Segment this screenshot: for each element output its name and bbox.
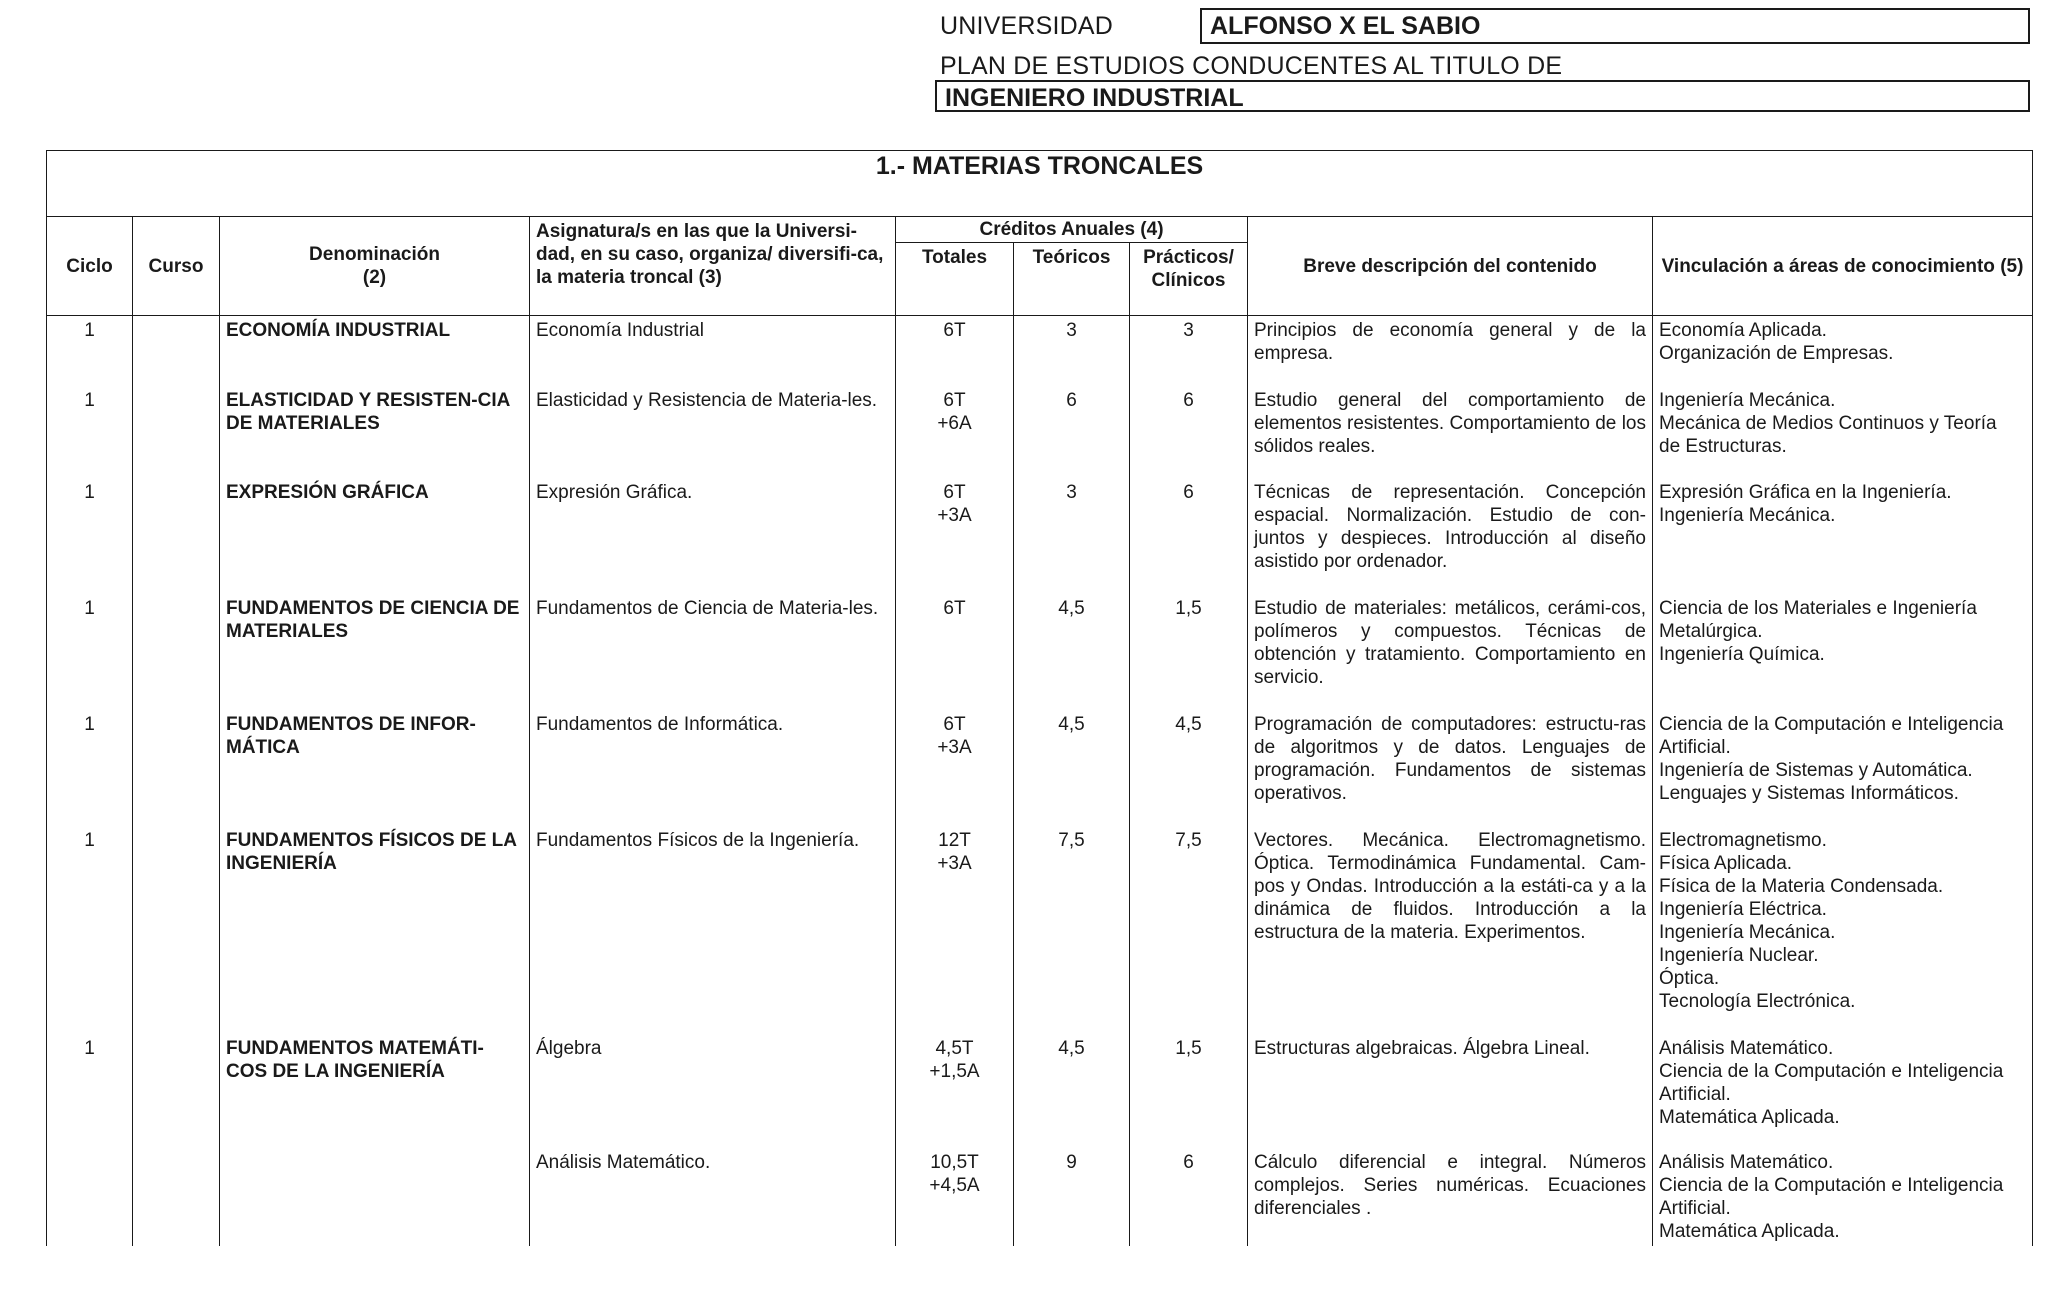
practicos-cell: 6	[1130, 478, 1248, 594]
asignatura-cell: Expresión Gráfica.	[530, 478, 896, 594]
ciclo-cell	[47, 1148, 133, 1246]
curso-cell	[133, 316, 220, 386]
table-row	[47, 386, 2033, 478]
header-creditos: Créditos Anuales (4)	[896, 217, 1248, 243]
header-vinculacion: Vinculación a áreas de conocimiento (5)	[1653, 217, 2033, 316]
vinculacion-cell-line: Física de la Materia Condensada.	[1659, 875, 1944, 897]
totales-cell-line: 6T	[943, 597, 966, 619]
totales-cell	[896, 1034, 1014, 1148]
universidad-name-box: ALFONSO X EL SABIO	[1200, 8, 2030, 44]
totales-cell-line: 10,5T	[930, 1151, 979, 1173]
table-row	[47, 594, 2033, 710]
header-teoricos: Teóricos	[1014, 243, 1130, 316]
descripcion-cell: Principios de economía general y de la empresa.	[1248, 316, 1653, 386]
denominacion-cell: FUNDAMENTOS DE CIENCIA DE MATERIALES	[220, 594, 530, 710]
vinculacion-cell	[1653, 386, 2033, 478]
vinculacion-cell	[1653, 826, 2033, 1034]
practicos-cell: 6	[1130, 1148, 1248, 1246]
totales-cell	[896, 386, 1014, 478]
totales-cell	[896, 316, 1014, 386]
vinculacion-cell-line: de Estructuras.	[1659, 435, 1787, 457]
denominacion-cell: EXPRESIÓN GRÁFICA	[220, 478, 530, 594]
totales-cell-line: 4,5T	[935, 1037, 974, 1059]
practicos-cell: 6	[1130, 386, 1248, 478]
vinculacion-cell	[1653, 478, 2033, 594]
header-denominacion	[220, 217, 530, 316]
vinculacion-cell-line: Tecnología Electrónica.	[1659, 990, 1856, 1012]
descripcion-cell: Vectores. Mecánica. Electromagnetismo. Óptica. Termodinámica Fundamental. Cam-pos y Ondas. Introducción a la estáti-ca y a la dinámica de fluidos. Introducción a la estructura de la materia. Experimentos.	[1248, 826, 1653, 1034]
denominacion-cell	[220, 1148, 530, 1246]
practicos-cell: 3	[1130, 316, 1248, 386]
descripcion-cell: Técnicas de representación. Concepción espacial. Normalización. Estudio de con-juntos y despieces. Introducción al diseño asistido por ordenador.	[1248, 478, 1653, 594]
vinculacion-cell	[1653, 594, 2033, 710]
vinculacion-cell-line: Ciencia de la Computación e Inteligencia	[1659, 1174, 2004, 1196]
totales-cell-line: +3A	[937, 504, 972, 526]
vinculacion-cell-line: Ingeniería de Sistemas y Automática.	[1659, 759, 1973, 781]
vinculacion-cell-line: Expresión Gráfica en la Ingeniería.	[1659, 481, 1952, 503]
asignatura-cell: Fundamentos de Informática.	[530, 710, 896, 826]
vinculacion-cell-line: Mecánica de Medios Continuos y Teoría	[1659, 412, 1997, 434]
header-totales: Totales	[896, 243, 1014, 316]
ciclo-cell: 1	[47, 316, 133, 386]
totales-cell-line: 6T	[943, 713, 966, 735]
table-row	[47, 478, 2033, 594]
curso-cell	[133, 1034, 220, 1148]
vinculacion-cell-line: Metalúrgica.	[1659, 620, 1763, 642]
vinculacion-cell-line: Economía Aplicada.	[1659, 320, 1827, 341]
totales-cell-line: 6T	[943, 481, 966, 503]
vinculacion-cell-line: Análisis Matemático.	[1659, 1151, 1834, 1173]
vinculacion-cell-line: Ingeniería Mecánica.	[1659, 389, 1836, 411]
asignatura-cell: Elasticidad y Resistencia de Materia-les.	[530, 386, 896, 478]
vinculacion-cell	[1653, 710, 2033, 826]
teoricos-cell: 4,5	[1014, 710, 1130, 826]
vinculacion-cell	[1653, 316, 2033, 386]
curso-cell	[133, 1148, 220, 1246]
asignatura-cell: Economía Industrial	[530, 316, 896, 386]
table-row	[47, 1034, 2033, 1148]
curso-cell	[133, 594, 220, 710]
descripcion-cell: Cálculo diferencial e integral. Números complejos. Series numéricas. Ecuaciones diferenciales .	[1248, 1148, 1653, 1246]
vinculacion-cell-line: Artificial.	[1659, 736, 1731, 758]
vinculacion-cell-line: Ingeniería Química.	[1659, 643, 1825, 665]
curso-cell	[133, 710, 220, 826]
practicos-cell: 4,5	[1130, 710, 1248, 826]
totales-cell-line: 6T	[943, 389, 966, 411]
totales-cell	[896, 478, 1014, 594]
vinculacion-cell-line: Ingeniería Mecánica.	[1659, 921, 1836, 943]
header-asignatura: Asignatura/s en las que la Universi-dad, en su caso, organiza/ diversifi-ca, la materia troncal (3)	[530, 217, 896, 316]
descripcion-cell: Estructuras algebraicas. Álgebra Lineal.	[1248, 1034, 1653, 1148]
vinculacion-cell-line: Electromagnetismo.	[1659, 829, 1827, 851]
ciclo-cell: 1	[47, 710, 133, 826]
curso-cell	[133, 478, 220, 594]
ciclo-cell: 1	[47, 826, 133, 1034]
vinculacion-cell-line: Ciencia de la Computación e Inteligencia	[1659, 1060, 2004, 1082]
ciclo-cell: 1	[47, 478, 133, 594]
table-row	[47, 826, 2033, 1034]
asignatura-cell: Fundamentos de Ciencia de Materia-les.	[530, 594, 896, 710]
titulo-name-box: INGENIERO INDUSTRIAL	[935, 80, 2030, 112]
denominacion-cell: FUNDAMENTOS FÍSICOS DE LA INGENIERÍA	[220, 826, 530, 1034]
totales-cell	[896, 826, 1014, 1034]
practicos-cell: 1,5	[1130, 594, 1248, 710]
totales-cell-line: +3A	[937, 852, 972, 874]
totales-cell-line: +4,5A	[929, 1174, 980, 1196]
vinculacion-cell	[1653, 1148, 2033, 1246]
totales-cell	[896, 594, 1014, 710]
asignatura-cell: Fundamentos Físicos de la Ingeniería.	[530, 826, 896, 1034]
vinculacion-cell-line: Artificial.	[1659, 1197, 1731, 1219]
table-row	[47, 710, 2033, 826]
vinculacion-cell-line: Organización de Empresas.	[1659, 343, 1894, 364]
vinculacion-cell-line: Ciencia de los Materiales e Ingeniería	[1659, 597, 1977, 619]
header-practicos: Prácticos/ Clínicos	[1130, 243, 1248, 316]
totales-cell-line: +3A	[937, 736, 972, 758]
teoricos-cell: 9	[1014, 1148, 1130, 1246]
table-row	[47, 316, 2033, 386]
vinculacion-cell-line: Ingeniería Mecánica.	[1659, 504, 1836, 526]
materias-troncales-table	[46, 150, 2033, 1246]
vinculacion-cell	[1653, 1034, 2033, 1148]
plan-label: PLAN DE ESTUDIOS CONDUCENTES AL TITULO DE	[940, 52, 1563, 80]
totales-cell-line: +1,5A	[929, 1060, 980, 1082]
header-denominacion-label: Denominación	[309, 244, 440, 265]
teoricos-cell: 7,5	[1014, 826, 1130, 1034]
asignatura-cell: Álgebra	[530, 1034, 896, 1148]
teoricos-cell: 3	[1014, 316, 1130, 386]
practicos-cell: 7,5	[1130, 826, 1248, 1034]
vinculacion-cell-line: Matemática Aplicada.	[1659, 1106, 1840, 1128]
practicos-cell: 1,5	[1130, 1034, 1248, 1148]
vinculacion-cell-line: Lenguajes y Sistemas Informáticos.	[1659, 782, 1959, 804]
vinculacion-cell-line: Óptica.	[1659, 967, 1720, 989]
denominacion-cell: ECONOMÍA INDUSTRIAL	[220, 316, 530, 386]
table-title: 1.- MATERIAS TRONCALES	[47, 151, 2033, 217]
totales-cell-line: 12T	[938, 829, 971, 851]
header-curso: Curso	[133, 217, 220, 316]
vinculacion-cell-line: Matemática Aplicada.	[1659, 1220, 1840, 1242]
teoricos-cell: 3	[1014, 478, 1130, 594]
ciclo-cell: 1	[47, 1034, 133, 1148]
ciclo-cell: 1	[47, 594, 133, 710]
header-ciclo: Ciclo	[47, 217, 133, 316]
teoricos-cell: 6	[1014, 386, 1130, 478]
ciclo-cell: 1	[47, 386, 133, 478]
descripcion-cell: Estudio general del comportamiento de elementos resistentes. Comportamiento de los sólidos reales.	[1248, 386, 1653, 478]
totales-cell	[896, 710, 1014, 826]
vinculacion-cell-line: Ingeniería Eléctrica.	[1659, 898, 1827, 920]
curso-cell	[133, 386, 220, 478]
vinculacion-cell-line: Artificial.	[1659, 1083, 1731, 1105]
curso-cell	[133, 826, 220, 1034]
vinculacion-cell-line: Física Aplicada.	[1659, 852, 1793, 874]
header-descripcion: Breve descripción del contenido	[1248, 217, 1653, 316]
denominacion-cell: FUNDAMENTOS DE INFOR-MÁTICA	[220, 710, 530, 826]
table-row	[47, 1148, 2033, 1246]
totales-cell	[896, 1148, 1014, 1246]
vinculacion-cell-line: Análisis Matemático.	[1659, 1037, 1834, 1059]
teoricos-cell: 4,5	[1014, 594, 1130, 710]
denominacion-cell: FUNDAMENTOS MATEMÁTI-COS DE LA INGENIERÍA	[220, 1034, 530, 1148]
descripcion-cell: Programación de computadores: estructu-ras de algoritmos y de datos. Lenguajes de programación. Fundamentos de sistemas operativos.	[1248, 710, 1653, 826]
universidad-label: UNIVERSIDAD	[940, 12, 1114, 40]
totales-cell-line: +6A	[937, 412, 972, 434]
asignatura-cell: Análisis Matemático.	[530, 1148, 896, 1246]
vinculacion-cell-line: Ingeniería Nuclear.	[1659, 944, 1819, 966]
teoricos-cell: 4,5	[1014, 1034, 1130, 1148]
denominacion-cell: ELASTICIDAD Y RESISTEN-CIA DE MATERIALES	[220, 386, 530, 478]
header-denominacion-note: (2)	[362, 267, 387, 288]
vinculacion-cell-line: Ciencia de la Computación e Inteligencia	[1659, 713, 2004, 735]
totales-cell-line: 6T	[943, 320, 966, 341]
descripcion-cell: Estudio de materiales: metálicos, cerámi-cos, polímeros y compuestos. Técnicas de obtención y tratamiento. Comportamiento en servicio.	[1248, 594, 1653, 710]
